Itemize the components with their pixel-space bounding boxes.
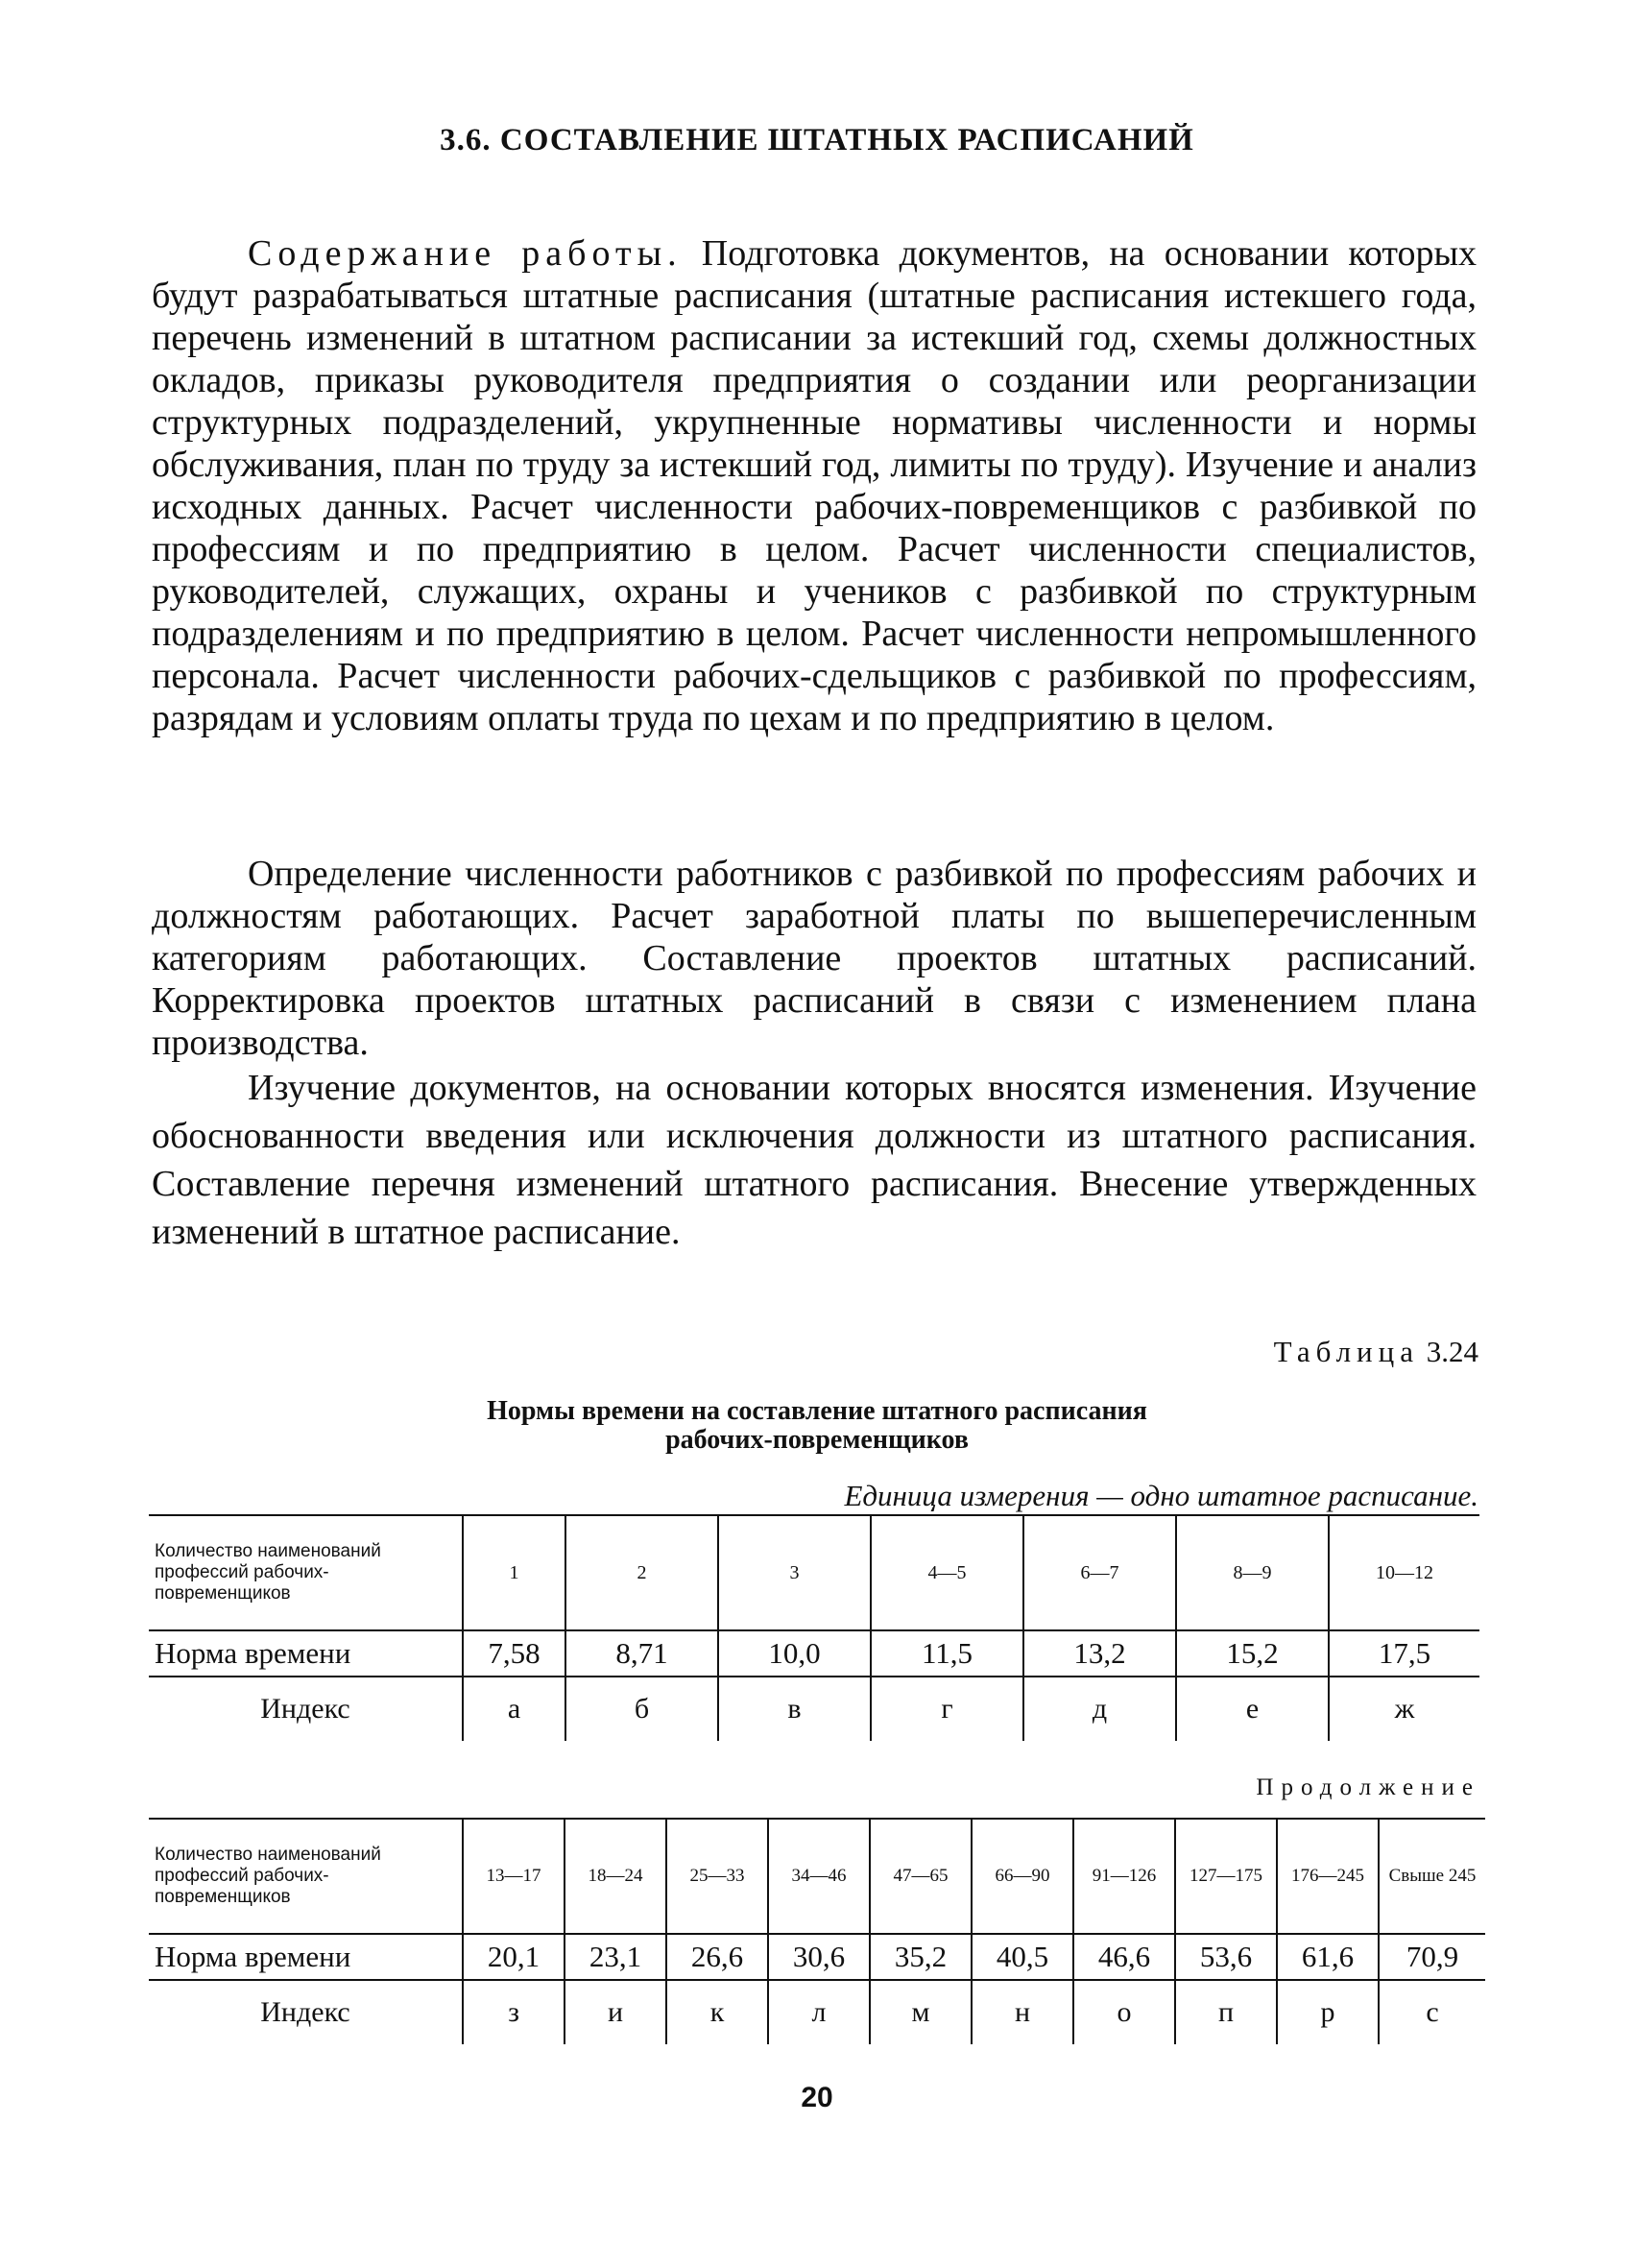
count-cell: 127—175 bbox=[1175, 1819, 1277, 1934]
norm-cell: 53,6 bbox=[1175, 1934, 1277, 1980]
count-cell: 176—245 bbox=[1277, 1819, 1379, 1934]
count-cell: 34—46 bbox=[768, 1819, 870, 1934]
paragraph-work-content bbox=[152, 232, 1477, 739]
count-row bbox=[149, 1819, 1485, 1934]
index-row bbox=[149, 1677, 1479, 1741]
norm-cell: 30,6 bbox=[768, 1934, 870, 1980]
index-cell: м bbox=[870, 1980, 972, 2044]
norm-cell: 13,2 bbox=[1023, 1630, 1176, 1677]
count-cell: 25—33 bbox=[666, 1819, 768, 1934]
paragraph-lead: Содержание работы. bbox=[248, 233, 683, 274]
paragraph-body: Подготовка документов, на основании которых будут разрабатываться штатные расписания (штатные расписания истекшего года, перечень изменений в штатном расписании за истекший год, схемы должностных окладов, приказы руководителя предприятия о создании или реорганизации структурных подразделений, укрупненные нормативы численности и нормы обслуживания, план по труду за истекший год, лимиты по труду). Изучение и анализ исходных данных. Расчет численности рабочих-повременщиков с разбивкой по профессиям и по предприятию в целом. Расчет численности специалистов, руководителей, служащих, охраны и учеников с разбивкой по структурным подразделениям и по предприятию в целом. Расчет численности непромышленного персонала. Расчет численности рабочих-сдельщиков с разбивкой по профессиям, разрядам и условиям оплаты труда по цехам и по предприятию в целом. bbox=[152, 233, 1477, 738]
row-header-count: Количество наименований профессий рабочих-повременщиков bbox=[149, 1819, 463, 1934]
norm-cell: 7,58 bbox=[463, 1630, 565, 1677]
count-cell: 2 bbox=[565, 1515, 718, 1630]
count-cell: 10—12 bbox=[1329, 1515, 1479, 1630]
count-row bbox=[149, 1515, 1479, 1630]
index-cell: г bbox=[871, 1677, 1023, 1741]
count-cell: 91—126 bbox=[1073, 1819, 1175, 1934]
index-cell: е bbox=[1176, 1677, 1329, 1741]
norm-cell: 40,5 bbox=[972, 1934, 1073, 1980]
norm-cell: 26,6 bbox=[666, 1934, 768, 1980]
row-header-norm: Норма времени bbox=[149, 1934, 463, 1980]
norm-cell: 8,71 bbox=[565, 1630, 718, 1677]
norm-cell: 35,2 bbox=[870, 1934, 972, 1980]
norms-table-part1 bbox=[149, 1514, 1479, 1741]
norm-cell: 11,5 bbox=[871, 1630, 1023, 1677]
norm-cell: 61,6 bbox=[1277, 1934, 1379, 1980]
row-header-index: Индекс bbox=[260, 1693, 350, 1725]
index-row bbox=[149, 1980, 1485, 2044]
count-cell: 13—17 bbox=[463, 1819, 565, 1934]
index-cell: и bbox=[565, 1980, 666, 2044]
index-cell: ж bbox=[1329, 1677, 1479, 1741]
row-header-count: Количество наименований профессий рабочих-повременщиков bbox=[149, 1515, 463, 1630]
table-title-line2: рабочих-повременщиков bbox=[665, 1425, 969, 1455]
norm-cell: 23,1 bbox=[565, 1934, 666, 1980]
index-cell: н bbox=[972, 1980, 1073, 2044]
index-cell: о bbox=[1073, 1980, 1175, 2044]
row-header-norm: Норма времени bbox=[149, 1630, 463, 1677]
table-label-number: 3.24 bbox=[1426, 1335, 1478, 1368]
index-cell: д bbox=[1023, 1677, 1176, 1741]
index-cell: р bbox=[1277, 1980, 1379, 2044]
count-cell: 6—7 bbox=[1023, 1515, 1176, 1630]
table-title bbox=[0, 1397, 1634, 1455]
row-header-index: Индекс bbox=[260, 1996, 350, 2028]
count-cell: 8—9 bbox=[1176, 1515, 1329, 1630]
norm-row bbox=[149, 1934, 1485, 1980]
section-heading: 3.6. СОСТАВЛЕНИЕ ШТАТНЫХ РАСПИСАНИЙ bbox=[440, 123, 1194, 157]
norm-row bbox=[149, 1630, 1479, 1677]
norms-table-part2 bbox=[149, 1818, 1485, 2044]
count-cell: Свыше 245 bbox=[1379, 1819, 1485, 1934]
index-cell: с bbox=[1379, 1980, 1485, 2044]
norm-cell: 20,1 bbox=[463, 1934, 565, 1980]
index-cell: л bbox=[768, 1980, 870, 2044]
index-cell: а bbox=[463, 1677, 565, 1741]
count-cell: 4—5 bbox=[871, 1515, 1023, 1630]
table-unit-note: Единица измерения — одно штатное расписание. bbox=[844, 1479, 1478, 1512]
table-label bbox=[1274, 1335, 1478, 1369]
index-cell: к bbox=[666, 1980, 768, 2044]
paragraph-changes: Изучение документов, на основании которых вносятся изменения. Изучение обоснованности введения или исключения должности из штатного расписания. Составление перечня изменений штатного расписания. Внесение утвержденных изменений в штатное расписание. bbox=[152, 1068, 1477, 1252]
norm-cell: 17,5 bbox=[1329, 1630, 1479, 1677]
index-cell: в bbox=[718, 1677, 871, 1741]
paragraph-headcount: Определение численности работников с разбивкой по профессиям рабочих и должностям работающих. Расчет заработной платы по вышеперечисленным категориям работающих. Составление проектов штатных расписаний. Корректировка проектов штатных расписаний в связи с изменением плана производства. bbox=[152, 854, 1477, 1063]
table-title-line1: Нормы времени на составление штатного расписания bbox=[487, 1396, 1147, 1426]
count-cell: 47—65 bbox=[870, 1819, 972, 1934]
count-cell: 1 bbox=[463, 1515, 565, 1630]
norm-cell: 10,0 bbox=[718, 1630, 871, 1677]
continuation-label: Продолжение bbox=[1256, 1774, 1480, 1800]
count-cell: 3 bbox=[718, 1515, 871, 1630]
count-cell: 18—24 bbox=[565, 1819, 666, 1934]
index-cell: б bbox=[565, 1677, 718, 1741]
index-cell: п bbox=[1175, 1980, 1277, 2044]
norm-cell: 15,2 bbox=[1176, 1630, 1329, 1677]
norm-cell: 46,6 bbox=[1073, 1934, 1175, 1980]
count-cell: 66—90 bbox=[972, 1819, 1073, 1934]
index-cell: з bbox=[463, 1980, 565, 2044]
norm-cell: 70,9 bbox=[1379, 1934, 1485, 1980]
table-label-word: Таблица bbox=[1273, 1335, 1419, 1368]
page-number: 20 bbox=[801, 2082, 833, 2113]
